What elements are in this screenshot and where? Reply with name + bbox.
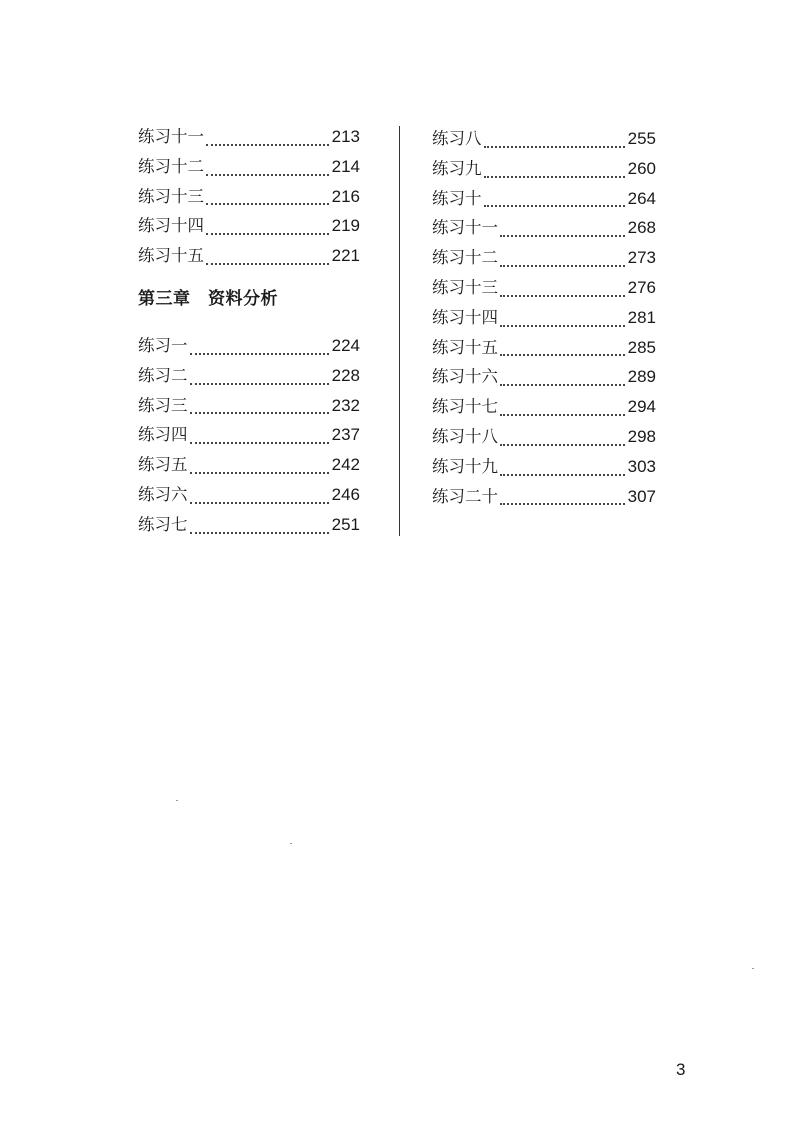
scan-speck [290,843,292,844]
toc-entry-label: 练习六 [138,484,188,504]
toc-entry-page: 289 [627,367,656,387]
page-number: 3 [676,1060,686,1079]
toc-entry-label: 练习十四 [432,307,498,327]
toc-entry-label: 练习十三 [138,186,204,206]
toc-leader-dots [206,144,329,146]
toc-entry-page: 264 [627,188,656,208]
toc-entry[interactable] [138,182,360,212]
toc-entry-label: 练习七 [138,514,188,534]
toc-leader-dots [500,235,625,237]
toc-entry[interactable] [138,211,360,241]
toc-entry-label: 练习十九 [432,456,498,476]
toc-leader-dots [206,263,329,265]
toc-entry-page: 219 [331,216,360,236]
toc-entry-page: 214 [331,156,360,176]
toc-entry-label: 练习十六 [432,367,498,387]
toc-entry-label: 练习十一 [138,127,204,146]
toc-leader-dots [484,205,625,207]
toc-leader-dots [206,203,329,205]
toc-leader-dots [500,325,625,327]
toc-entry-label: 练习二十 [432,486,498,506]
toc-entry[interactable] [432,243,656,273]
toc-entry-page: 242 [331,455,360,475]
toc-entry-page: 255 [627,129,656,148]
toc-entry[interactable] [138,420,360,450]
toc-entry[interactable] [138,241,360,271]
toc-entry-page: 228 [331,365,360,385]
toc-leader-dots [500,474,625,476]
toc-leader-dots [190,472,329,474]
toc-entry-page: 221 [331,246,360,266]
toc-entry[interactable] [138,391,360,421]
toc-entry[interactable] [432,333,656,363]
toc-leader-dots [190,383,329,385]
toc-entry-page: 237 [331,425,360,445]
toc-leader-dots [190,502,329,504]
toc-entry-label: 练习九 [432,158,482,178]
toc-entry-page: 281 [627,307,656,327]
toc-entry-label: 练习十三 [432,277,498,297]
toc-entry-label: 练习五 [138,455,188,475]
toc-entry[interactable] [138,450,360,480]
toc-leader-dots [190,412,329,414]
toc-entry-page: 303 [627,456,656,476]
toc-leader-dots [206,174,329,176]
toc-entry[interactable] [138,510,360,540]
toc-entry[interactable] [432,482,656,512]
toc-entry[interactable] [432,303,656,333]
toc-entry-label: 练习十一 [432,218,498,238]
toc-entry-label: 练习三 [138,395,188,415]
toc-entry[interactable] [432,273,656,303]
toc-left-column [138,122,360,540]
toc-entry-page: 273 [627,248,656,268]
toc-entry-page: 268 [627,218,656,238]
toc-entry-page: 276 [627,277,656,297]
toc-entry-page: 251 [331,514,360,534]
toc-leader-dots [206,233,329,235]
toc-entry[interactable] [432,184,656,214]
toc-entry-page: 213 [331,127,360,146]
toc-leader-dots [484,146,625,148]
toc-leader-dots [190,532,329,534]
toc-entry-page: 294 [627,397,656,417]
toc-leader-dots [500,265,625,267]
toc-leader-dots [190,442,329,444]
toc-entry-page: 224 [331,335,360,355]
toc-entry[interactable] [432,422,656,452]
column-divider [399,126,400,536]
toc-entry-page: 307 [627,486,656,506]
toc-entry-label: 练习十二 [138,156,204,176]
toc-entry[interactable] [432,154,656,184]
toc-entry-label: 练习十二 [432,248,498,268]
toc-entry-label: 练习十八 [432,426,498,446]
toc-entry[interactable] [138,331,360,361]
toc-entry-label: 练习十 [432,188,482,208]
toc-leader-dots [500,414,625,416]
toc-entry[interactable] [432,124,656,154]
toc-right-column [432,124,656,511]
toc-leader-dots [500,354,625,356]
toc-leader-dots [190,353,329,355]
toc-leader-dots [500,384,625,386]
toc-leader-dots [500,503,625,505]
toc-entry-label: 练习十五 [432,337,498,357]
toc-entry-label: 练习八 [432,129,482,148]
toc-entry-label: 练习十七 [432,397,498,417]
toc-entry-label: 练习十五 [138,246,204,266]
toc-entry-label: 练习一 [138,335,188,355]
toc-leader-dots [484,176,625,178]
toc-entry[interactable] [432,452,656,482]
toc-entry[interactable] [138,361,360,391]
toc-entry[interactable] [138,152,360,182]
toc-entry[interactable] [432,213,656,243]
toc-entry-label: 练习十四 [138,216,204,236]
toc-entry-label: 练习二 [138,365,188,385]
toc-entry-page: 232 [331,395,360,415]
scan-speck [752,968,754,969]
toc-entry-page: 216 [331,186,360,206]
toc-entry-page: 260 [627,158,656,178]
toc-entry[interactable] [432,362,656,392]
toc-entry-page: 298 [627,426,656,446]
toc-leader-dots [500,295,625,297]
toc-entry[interactable] [138,480,360,510]
scan-speck [176,800,178,801]
chapter-heading[interactable]: 第三章 资料分析 [138,288,278,309]
toc-entry-label: 练习四 [138,425,188,445]
toc-entry-page: 285 [627,337,656,357]
toc-entry[interactable] [432,392,656,422]
toc-entry[interactable] [138,122,360,152]
toc-leader-dots [500,444,625,446]
toc-entry-page: 246 [331,484,360,504]
